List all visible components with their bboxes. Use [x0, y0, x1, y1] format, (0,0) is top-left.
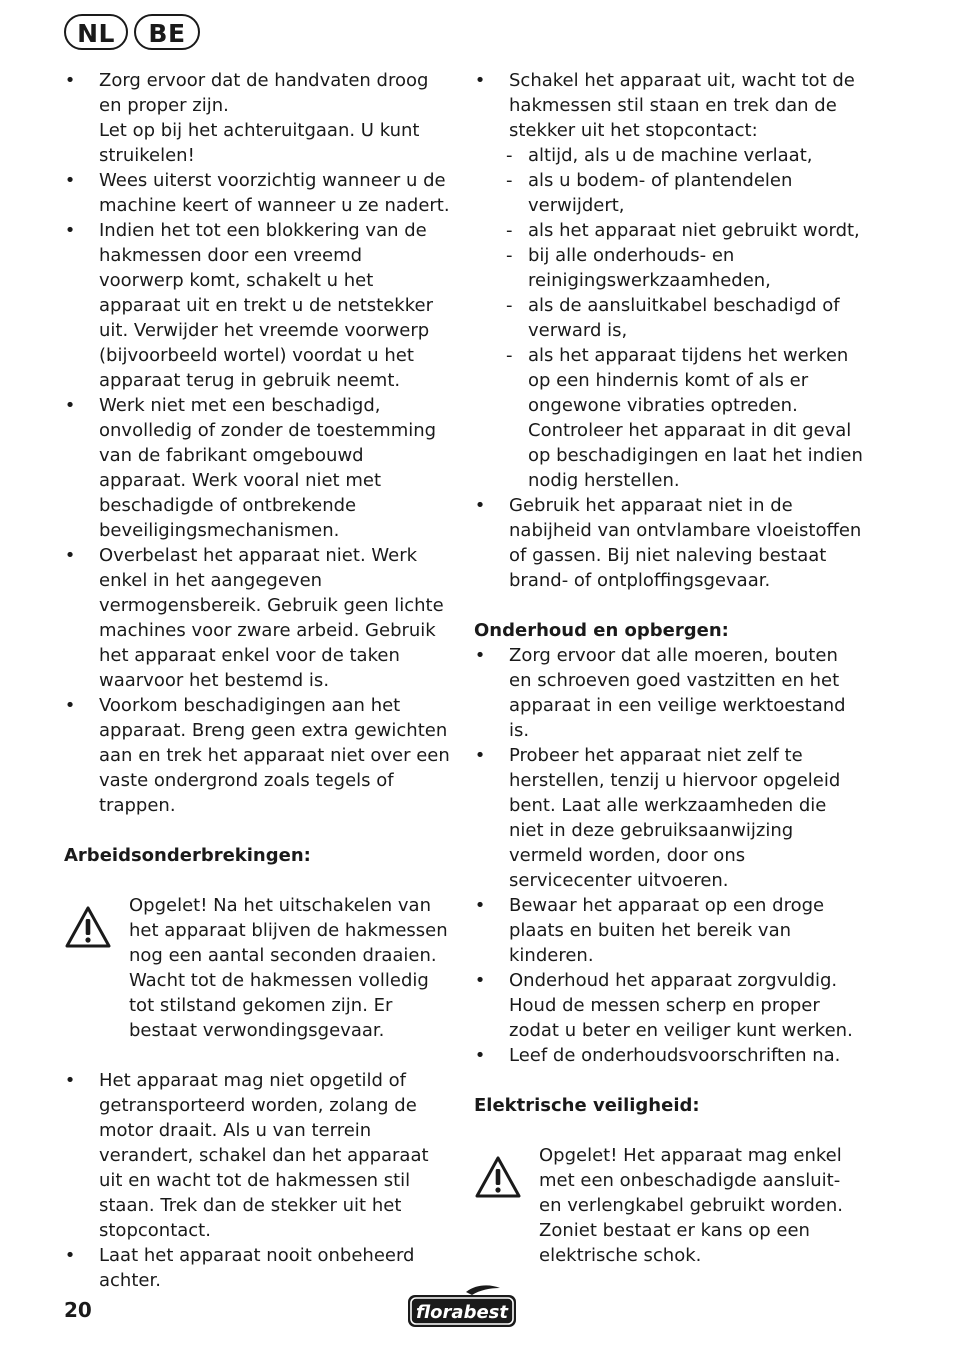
sub-list-item-text: als het apparaat niet gebruikt wordt,: [528, 220, 860, 241]
bullet-icon: •: [64, 695, 76, 716]
bullet-icon: •: [64, 1070, 76, 1091]
list-item-text: Schakel het apparaat uit, wacht tot de hakmessen stil staan en trek dan de stekker uit het stopcontact:: [509, 70, 855, 141]
list-item-text: Overbelast het apparaat niet. Werk enkel in het aangegeven vermogensbereik. Gebruik geen lichte machines voor zware arbeid. Gebruik het apparaat enkel voor de taken waarvoor het bestemd is.: [99, 545, 444, 691]
florabest-logo: [406, 1282, 518, 1330]
dash-marker: -: [506, 345, 513, 366]
bullet-icon: •: [64, 395, 76, 416]
sub-list-item: [474, 243, 864, 293]
list-item: [64, 1068, 452, 1243]
list-item-text: Bewaar het apparaat op een droge plaats en buiten het bereik van kinderen.: [509, 895, 825, 966]
list-item-text: Zorg ervoor dat alle moeren, bouten en schroeven goed vastzitten en het apparaat in een veilige werktoestand is.: [509, 645, 846, 741]
list-item-text: Let op bij het achteruitgaan. U kunt struikelen!: [99, 120, 420, 166]
bullet-icon: •: [474, 745, 486, 766]
warning-text: Opgelet! Na het uitschakelen van het apparaat blijven de hakmessen nog een aantal seconden draaien. Wacht tot de hakmessen volledig tot stilstand gekomen zijn. Er bestaat verwondingsgevaar.: [129, 895, 448, 1041]
list-item-text: Indien het tot een blokkering van de hakmessen door een vreemd voorwerp komt, schakelt u het apparaat uit en trekt u de netstekker uit. Verwijder het vreemde voorwerp (bijvoorbeeld wortel) voordat u het apparaat terug in gebruik neemt.: [99, 220, 433, 391]
warning-triangle-icon: [64, 905, 112, 949]
sub-list-item-text: altijd, als u de machine verlaat,: [528, 145, 813, 166]
list-item-text: Onderhoud het apparaat zorgvuldig. Houd de messen scherp en proper zodat u beter en veiliger kunt werken.: [509, 970, 853, 1041]
list-item: [64, 68, 452, 168]
list-item-text: Zorg ervoor dat de handvaten droog en proper zijn.: [99, 70, 429, 116]
language-badge-be: BE: [134, 14, 200, 50]
list-item: [64, 218, 452, 393]
sub-list-item-text: als de aansluitkabel beschadigd of verward is,: [528, 295, 840, 341]
dash-marker: -: [506, 295, 513, 316]
right-column: [474, 68, 864, 1268]
list-item: [474, 493, 864, 593]
section-heading-maintenance: Onderhoud en opbergen:: [474, 620, 729, 641]
warning-notice: [64, 893, 452, 1043]
sub-list-item: [474, 293, 864, 343]
list-item-text: Laat het apparaat nooit onbeheerd achter.: [99, 1245, 415, 1291]
bullet-icon: •: [474, 970, 486, 991]
bullet-icon: •: [64, 220, 76, 241]
list-item-text: Leef de onderhoudsvoorschriften na.: [509, 1045, 841, 1066]
list-item-text: Gebruik het apparaat niet in de nabijheid van ontvlambare vloeistoffen of gassen. Bij niet naleving bestaat brand- of ontploffingsgevaar.: [509, 495, 862, 591]
dash-marker: -: [506, 220, 513, 241]
bullet-icon: •: [474, 1045, 486, 1066]
list-item: [64, 393, 452, 543]
bullet-icon: •: [474, 70, 486, 91]
warning-notice: [474, 1143, 864, 1268]
bullet-icon: •: [64, 70, 76, 91]
language-badges: [64, 14, 200, 50]
sub-list-item: [474, 343, 864, 493]
list-item: [64, 693, 452, 818]
list-item: [64, 168, 452, 218]
warning-text: Opgelet! Het apparaat mag enkel met een onbeschadigde aansluit- en verlengkabel gebruikt worden. Zoniet bestaat er kans op een elektrische schok.: [539, 1145, 843, 1266]
sub-list-item-text: als u bodem- of plantendelen verwijdert,: [528, 170, 793, 216]
bullet-icon: •: [64, 1245, 76, 1266]
bullet-icon: •: [474, 495, 486, 516]
list-item-text: Voorkom beschadigingen aan het apparaat. Breng geen extra gewichten aan en trek het apparaat niet over een vaste ondergrond zoals tegels of trappen.: [99, 695, 450, 816]
bullet-icon: •: [474, 645, 486, 666]
list-item-text: Het apparaat mag niet opgetild of getransporteerd worden, zolang de motor draait. Als u van terrein verandert, schakel dan het apparaat uit en wacht tot de hakmessen stil staan. Trek dan de stekker uit het stopcontact.: [99, 1070, 429, 1241]
language-badge-nl: NL: [64, 14, 128, 50]
section-heading-work-interruptions: Arbeidsonderbrekingen:: [64, 845, 311, 866]
florabest-logo-text: florabest: [416, 1302, 508, 1323]
sub-list-item: [474, 218, 864, 243]
section-heading-electrical-safety: Elektrische veiligheid:: [474, 1095, 700, 1116]
sub-list-item: [474, 143, 864, 168]
left-column: [64, 68, 452, 1293]
dash-marker: -: [506, 245, 513, 266]
sub-list-item: [474, 168, 864, 218]
sub-list-item-text: als het apparaat tijdens het werken op een hindernis komt of als er ongewone vibraties optreden. Controleer het apparaat in dit geval op beschadigingen en laat het indien nodig herstellen.: [528, 345, 863, 491]
dash-marker: -: [506, 145, 513, 166]
page-number: 20: [64, 1298, 92, 1322]
bullet-icon: •: [64, 545, 76, 566]
list-item: [474, 743, 864, 893]
dash-marker: -: [506, 170, 513, 191]
list-item: [474, 68, 864, 143]
list-item: [474, 893, 864, 968]
warning-triangle-icon: [474, 1155, 522, 1199]
bullet-icon: •: [474, 895, 486, 916]
list-item-text: Wees uiterst voorzichtig wanneer u de machine keert of wanneer u ze nadert.: [99, 170, 450, 216]
list-item: [64, 543, 452, 693]
bullet-icon: •: [64, 170, 76, 191]
list-item: [64, 1243, 452, 1293]
list-item: [474, 643, 864, 743]
list-item-text: Werk niet met een beschadigd, onvolledig of zonder de toestemming van de fabrikant omgebouwd apparaat. Werk vooral niet met beschadigde of ontbrekende beveiligingsmechanismen.: [99, 395, 437, 541]
list-item: [474, 968, 864, 1043]
sub-list-item-text: bij alle onderhouds- en reinigingswerkzaamheden,: [528, 245, 771, 291]
list-item-text: Probeer het apparaat niet zelf te herstellen, tenzij u hiervoor opgeleid bent. Laat alle werkzaamheden die niet in deze gebruiksaanwijzing vermeld worden, door ons servicecenter uitvoeren.: [509, 745, 841, 891]
list-item: [474, 1043, 864, 1068]
